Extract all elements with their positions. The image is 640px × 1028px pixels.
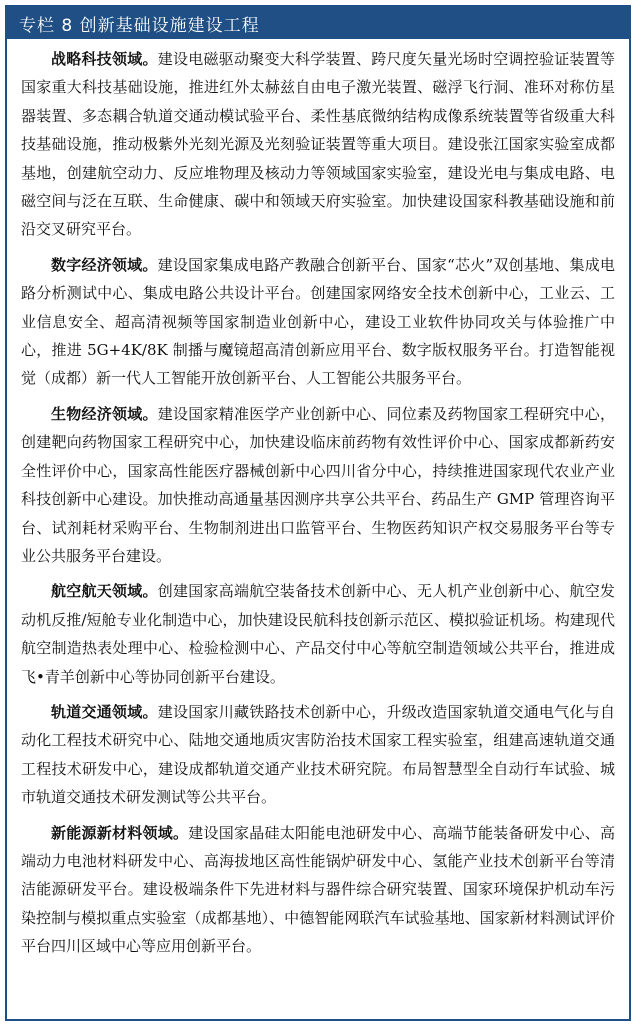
box-title: 专栏 8 创新基础设施建设工程	[19, 15, 260, 36]
section-lead: 新能源新材料领域。	[51, 823, 189, 842]
section-body: 建设电磁驱动聚变大科学装置、跨尺度矢量光场时空调控验证装置等国家重大科技基础设施，推进红外太赫兹自由电子激光装置、磁浮飞行洞、准环对称仿星器装置、多态耦合轨道交通动模试验平台、柔性基底微纳结构成像系统装置等省级重大科技基础设施，推动极紫外光刻光源及光刻验证装置等重大项目。建设张江国家实验室成都基地，创建航空动力、反应堆物理及核动力等领域国家实验室，建设光电与集成电路、电磁空间与泛在互联、生命健康、碳中和领域天府实验室。加快建设国家科教基础设施和前沿交叉研究平台。	[21, 50, 615, 239]
section-digital-economy	[21, 251, 615, 393]
section-new-energy-materials	[21, 819, 615, 961]
section-body: 建设国家集成电路产教融合创新平台、国家“芯火”双创基地、集成电路分析测试中心、集成电路公共设计平台。创建国家网络安全技术创新中心，工业云、工业信息安全、超高清视频等国家制造业创新中心，建设工业软件协同攻关与体验推广中心，推进 5G+4K/8K 制播与魔镜超高清创新应用平台、数字版权服务平台。打造智能视觉（成都）新一代人工智能开放创新平台、人工智能公共服务平台。	[21, 255, 615, 388]
section-strategic-tech	[21, 45, 615, 244]
column-box	[5, 5, 631, 1021]
box-header	[7, 7, 629, 39]
section-body: 创建国家高端航空装备技术创新中心、无人机产业创新中心、航空发动机反推/短舱专业化制造中心，加快建设民航科技创新示范区、模拟验证机场。构建现代航空制造热表处理中心、检验检测中心、产品交付中心等航空制造领域公共平台，推进成飞•青羊创新中心等协同创新平台建设。	[21, 582, 615, 686]
section-lead: 战略科技领域。	[51, 50, 158, 68]
section-aerospace	[21, 577, 615, 691]
section-body: 建设国家川藏铁路技术创新中心，升级改造国家轨道交通电气化与自动化工程技术研究中心、陆地交通地质灾害防治技术国家工程实验室，组建高速轨道交通工程技术研发中心，建设成都轨道交通产业技术研究院。布局智慧型全自动行车试验、城市轨道交通技术研发测试等公共平台。	[21, 702, 615, 807]
section-body: 建设国家晶硅太阳能电池研发中心、高端节能装备研发中心、高端动力电池材料研发中心、高海拔地区高性能锅炉研发中心、氢能产业技术创新平台等清洁能源研发平台。建设极端条件下先进材料与器件综合研究装置、国家环境保护机动车污染控制与模拟重点实验室（成都基地）、中德智能网联汽车试验基地、国家新材料测试评价平台四川区域中心等应用创新平台。	[21, 823, 615, 956]
section-rail-transit	[21, 698, 615, 812]
section-bio-economy	[21, 400, 615, 570]
section-lead: 轨道交通领域。	[51, 702, 158, 721]
section-body: 建设国家精准医学产业创新中心、同位素及药物国家工程研究中心，创建靶向药物国家工程研究中心，加快建设临床前药物有效性评价中心、国家成都新药安全性评价中心，国家高性能医疗器械创新中心四川省分中心，持续推进国家现代农业产业科技创新中心建设。加快推动高通量基因测序共享公共平台、药品生产 GMP 管理咨询平台、试剂耗材采购平台、生物制剂进出口监管平台、生物医药知识产权交易服务平台等专业公共服务平台建设。	[21, 404, 615, 565]
box-content	[7, 39, 629, 961]
section-lead: 数字经济领域。	[51, 255, 158, 274]
section-lead: 生物经济领域。	[51, 404, 158, 423]
section-lead: 航空航天领域。	[51, 582, 158, 601]
